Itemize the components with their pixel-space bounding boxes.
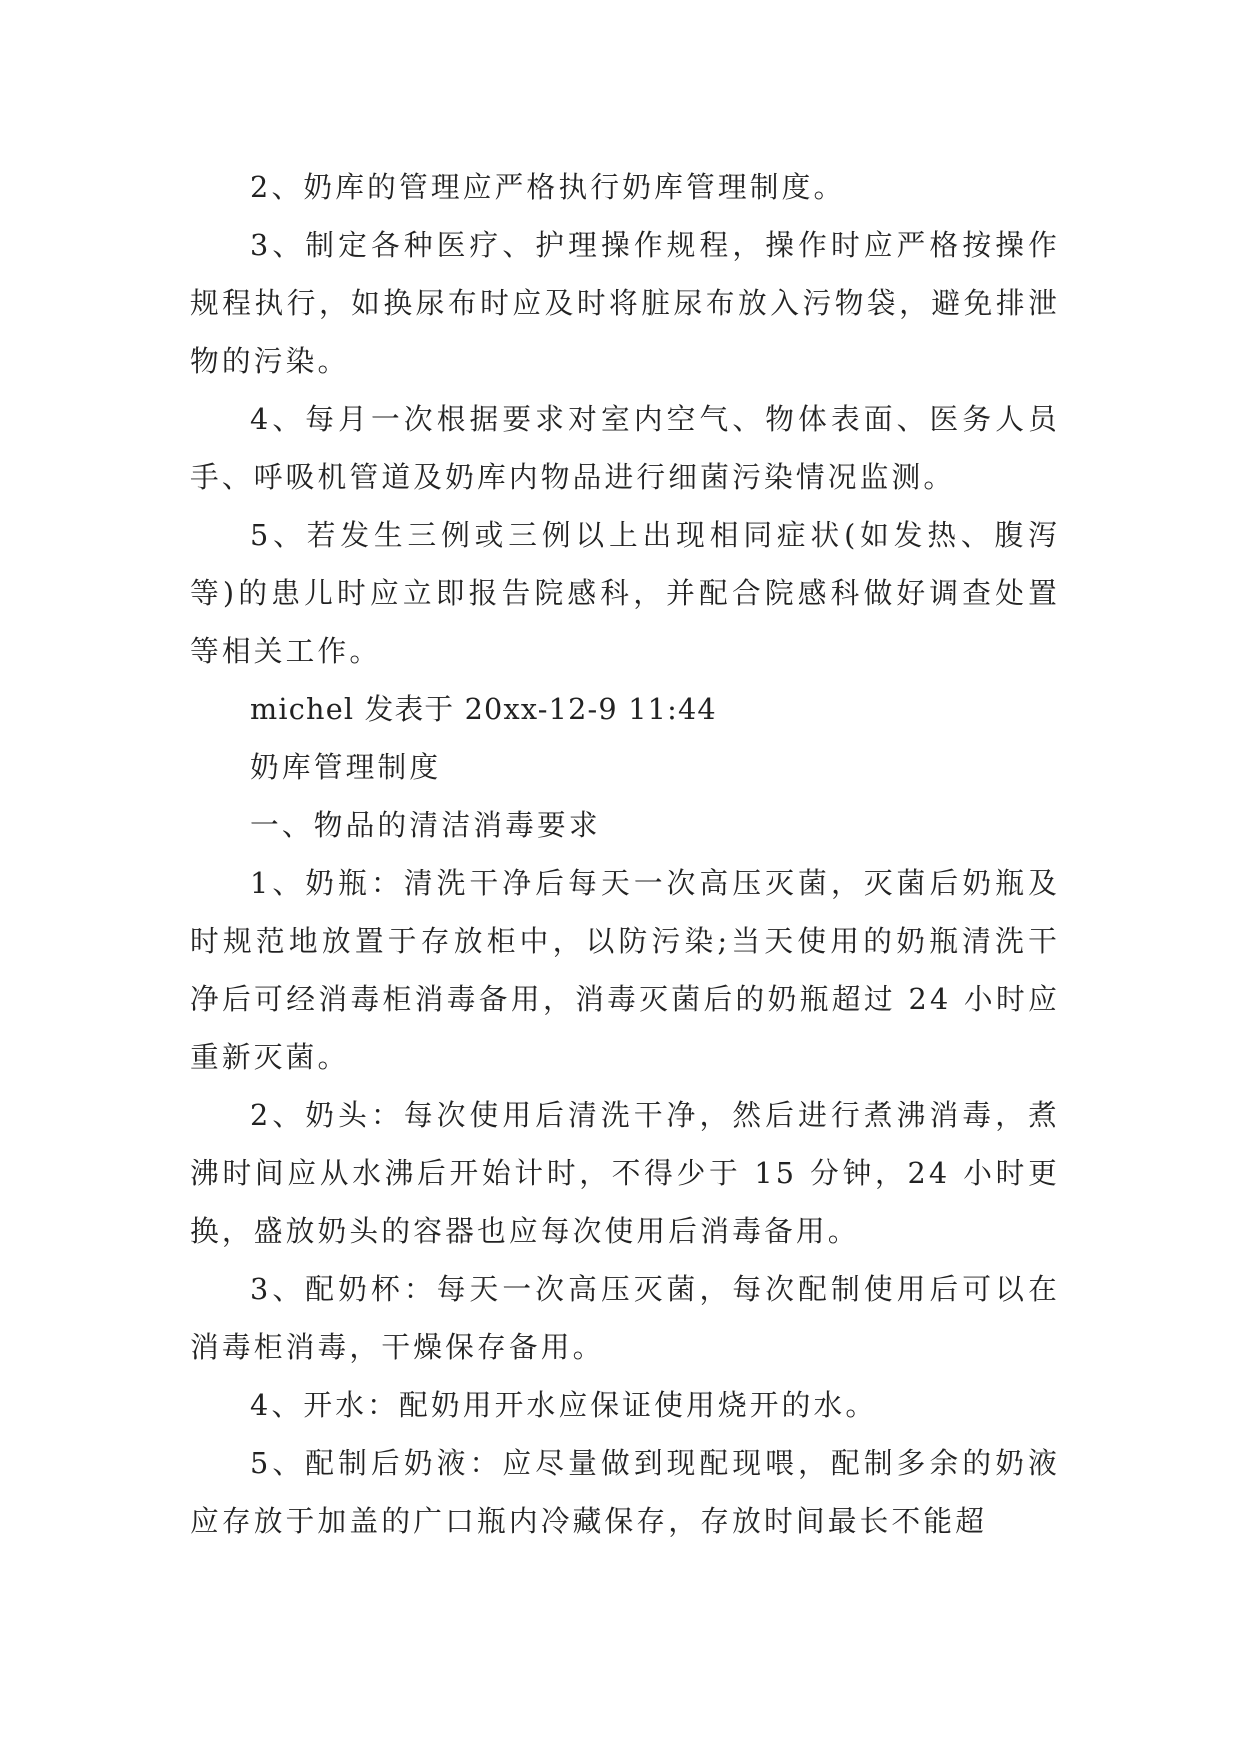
paragraph-1: 2、奶库的管理应严格执行奶库管理制度。 (250, 170, 846, 204)
subsection-title: 一、物品的清洁消毒要求 (250, 808, 601, 842)
paragraph-3: 4、每月一次根据要求对室内空气、物体表面、医务人员手、呼吸机管道及奶库内物品进行细菌污染情况监测。 (190, 402, 1060, 494)
section-title: 奶库管理制度 (250, 750, 442, 784)
paragraph-2: 3、制定各种医疗、护理操作规程，操作时应严格按操作规程执行，如换尿布时应及时将脏尿布放入污物袋，避免排泄物的污染。 (190, 228, 1060, 378)
document-body (190, 158, 1060, 1550)
paragraph-5: 1、奶瓶：清洗干净后每天一次高压灭菌，灭菌后奶瓶及时规范地放置于存放柜中，以防污染;当天使用的奶瓶清洗干净后可经消毒柜消毒备用，消毒灭菌后的奶瓶超过 24 小时应重新灭菌。 (190, 866, 1060, 1074)
paragraph-9: 5、配制后奶液：应尽量做到现配现喂，配制多余的奶液应存放于加盖的广口瓶内冷藏保存，存放时间最长不能超 (190, 1446, 1060, 1538)
paragraph-4: 5、若发生三例或三例以上出现相同症状(如发热、腹泻等)的患儿时应立即报告院感科，并配合院感科做好调查处置等相关工作。 (190, 518, 1060, 668)
paragraph-7: 3、配奶杯：每天一次高压灭菌，每次配制使用后可以在消毒柜消毒，干燥保存备用。 (190, 1272, 1060, 1364)
paragraph-6: 2、奶头：每次使用后清洗干净，然后进行煮沸消毒，煮沸时间应从水沸后开始计时，不得少于 15 分钟，24 小时更换，盛放奶头的容器也应每次使用后消毒备用。 (190, 1098, 1060, 1248)
paragraph-8: 4、开水：配奶用开水应保证使用烧开的水。 (250, 1388, 878, 1422)
post-meta-line: michel 发表于 20xx-12-9 11:44 (250, 692, 717, 726)
